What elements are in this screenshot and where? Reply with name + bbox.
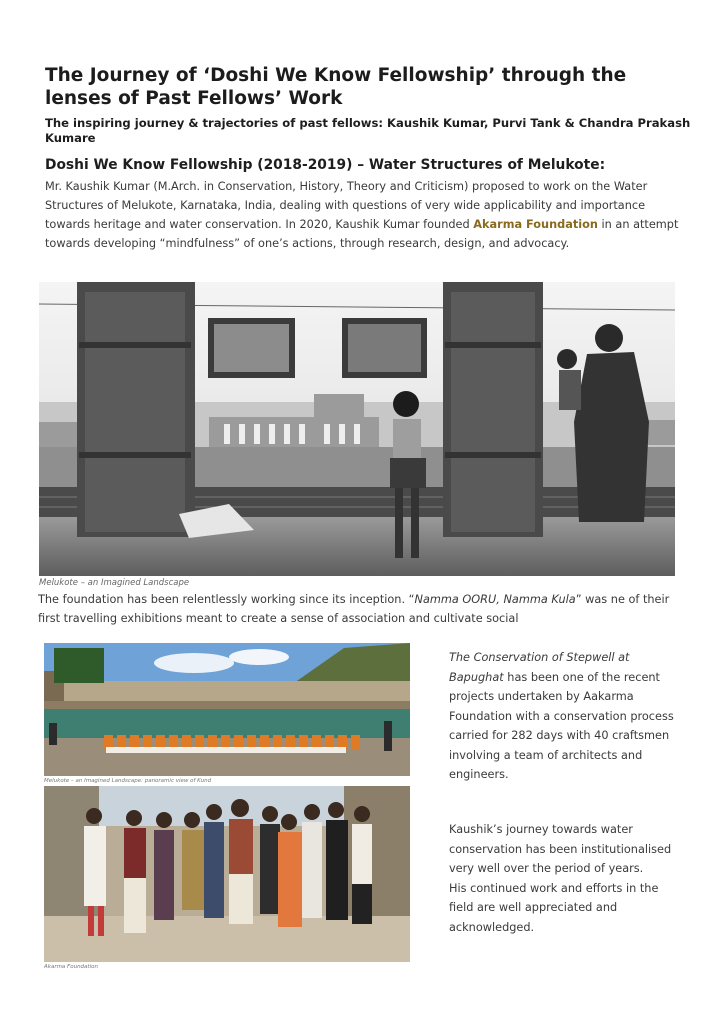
- akarma-group-photo: [44, 786, 410, 962]
- intro-paragraph: [45, 177, 680, 253]
- main-photo-caption: Melukote – an Imagined Landscape: [39, 578, 190, 588]
- appreciation-text: His continued work and efforts in the field are well appreciated and acknowledged.: [449, 881, 659, 934]
- journey-text: Kaushik’s journey towards water conservation has been institutionalised very well over the period of years.: [449, 823, 672, 875]
- stepwell-paragraph: [449, 648, 679, 785]
- stepwell-description: has been one of the recent projects undertaken by Aakarma Foundation with a conservation process carried for 282 days with 40 craftsmen involving a team of architects and engineers.: [449, 670, 674, 781]
- para2-text-before: The foundation has been relentlessly working since its inception. “: [38, 593, 415, 606]
- foundation-paragraph: [38, 590, 688, 628]
- journey-paragraph: [449, 820, 679, 937]
- exhibition-name: Namma OORU, Namma Kula: [414, 593, 576, 606]
- page-subtitle: The inspiring journey & trajectories of past fellows: Kaushik Kumar, Purvi Tank & Chandra Prakash Kumare: [45, 116, 691, 145]
- kund-photo-caption: Melukote – an Imagined Landscape: panoramic view of Kund: [44, 778, 212, 784]
- intro-text-before: Mr. Kaushik Kumar (M.Arch. in Conservation, History, Theory and Criticism) proposed to work on the Water Structures of Melukote, Karnataka, India, dealing with questions of very wide applicability and importance towards heritage and water conservation. In 2020, Kaushik Kumar founded: [45, 180, 648, 231]
- melukote-main-photo: [39, 282, 675, 576]
- stepwell-project-name: The Conservation of Stepwell at Bapughat: [449, 651, 630, 684]
- intro-text-after: in an attempt towards developing “mindfulness” of one’s actions, through research, design, and advocacy.: [45, 218, 679, 250]
- akarma-foundation-link[interactable]: Akarma Foundation: [473, 218, 598, 231]
- melukote-photo-illustration: [39, 282, 675, 576]
- section-heading: Doshi We Know Fellowship (2018-2019) – Water Structures of Melukote:: [45, 157, 606, 173]
- stepwell-text: [449, 648, 679, 785]
- kund-photo-illustration: [44, 643, 410, 776]
- group-photo-illustration: [44, 786, 410, 962]
- para2-text-after: ” was ne of their first travelling exhibitions meant to create a sense of association and cultivate social: [38, 593, 670, 625]
- page-title: The Journey of ‘Doshi We Know Fellowship’ through the lenses of Past Fellows’ Work: [45, 65, 627, 109]
- kund-panoramic-photo: [44, 643, 410, 776]
- group-photo-caption: Akarma Foundation: [44, 964, 98, 970]
